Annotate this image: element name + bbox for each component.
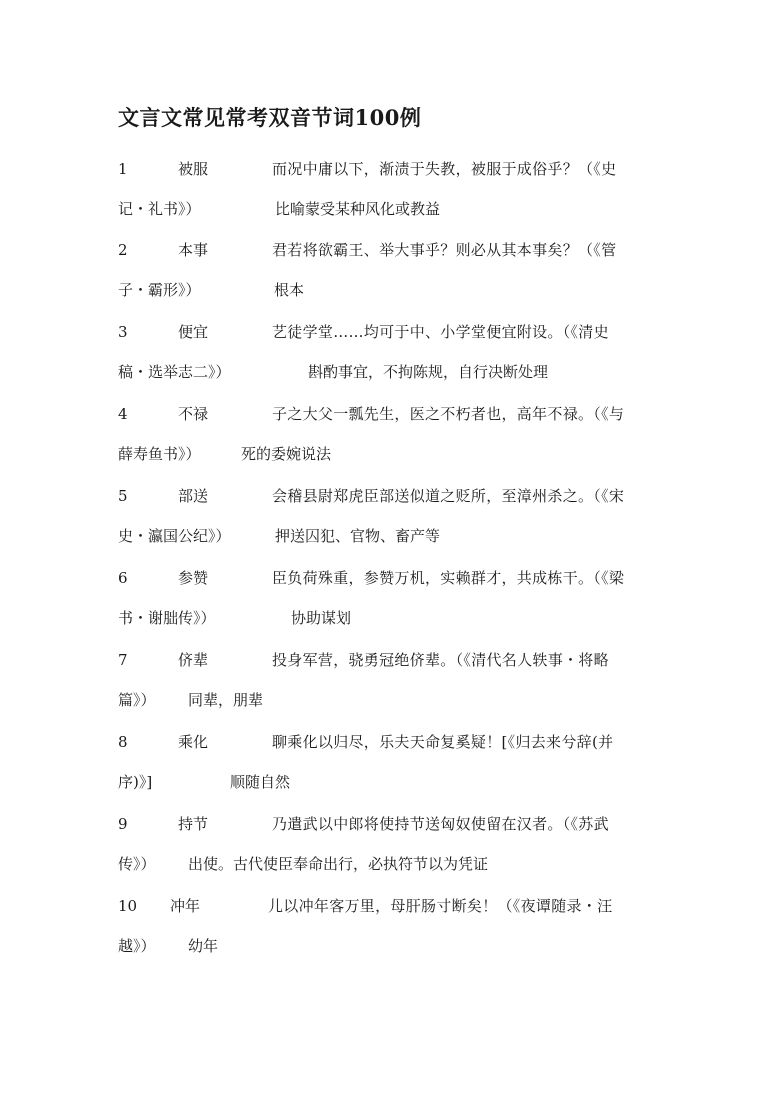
entry-number: 2 (118, 241, 128, 259)
entry-line-1 (118, 402, 663, 442)
entry-meaning: 斟酌事宜，不拘陈规，自行决断处理 (308, 363, 549, 381)
entry-source: 薛寿鱼书》） (118, 445, 201, 463)
entry-source: 篇》） (118, 691, 156, 709)
entry-line-1 (118, 648, 663, 688)
entry-number: 7 (118, 651, 128, 669)
entry-meaning: 根本 (274, 281, 305, 299)
entry-meaning: 顺随自然 (230, 773, 291, 791)
entry-word: 部送 (178, 487, 209, 505)
entry-line-1 (118, 157, 663, 197)
entry-line-1 (118, 566, 663, 606)
entry-word: 冲年 (170, 897, 201, 915)
document-title: 文言文常见常考双音节词100例 (118, 105, 422, 130)
entry-line-2 (118, 278, 663, 318)
entry-meaning: 押送囚犯、官物、畜产等 (275, 527, 441, 545)
entry-number: 1 (118, 160, 128, 178)
entry-quote: 儿以冲年客万里，母肝肠寸断矣！（《夜谭随录・汪 (268, 897, 613, 915)
entry-line-1 (118, 812, 663, 852)
entry-line-2 (118, 934, 663, 974)
entry-source: 稿・选举志二》） (118, 363, 231, 381)
entry-quote: 会稽县尉郑虎臣部送似道之贬所，至漳州杀之。（《宋 (272, 487, 625, 505)
entry-word: 本事 (178, 241, 209, 259)
entry-line-1 (118, 238, 663, 278)
entry-meaning: 死的委婉说法 (241, 445, 332, 463)
entry-quote: 臣负荷殊重，参赞万机，实赖群才，共成栋干。（《梁 (272, 569, 625, 587)
entry-1 (118, 157, 663, 237)
entry-line-2 (118, 688, 663, 728)
entry-source: 书・谢朏传》） (118, 609, 216, 627)
entry-number: 4 (118, 405, 128, 423)
entry-word: 持节 (178, 815, 209, 833)
entry-quote: 而况中庸以下，渐渍于失教，被服于成俗乎？（《史 (272, 160, 617, 178)
entry-quote: 君若将欲霸王、举大事乎？则必从其本事矣？（《管 (272, 241, 617, 259)
entry-source: 传》） (118, 855, 156, 873)
entry-2 (118, 238, 663, 318)
entry-line-2 (118, 852, 663, 892)
entry-number: 3 (118, 323, 128, 341)
entry-number: 8 (118, 733, 128, 751)
entry-meaning: 协助谋划 (291, 609, 352, 627)
entry-number: 6 (118, 569, 128, 587)
entry-quote: 聊乘化以归尽，乐夫天命复奚疑！[《归去来兮辞(并 (272, 733, 614, 751)
entry-line-1 (118, 730, 663, 770)
entry-6 (118, 566, 663, 646)
entry-line-2 (118, 606, 663, 646)
entry-9 (118, 812, 663, 892)
entry-line-1 (118, 320, 663, 360)
entry-8 (118, 730, 663, 810)
entry-5 (118, 484, 663, 564)
entry-quote: 乃遣武以中郎将使持节送匈奴使留在汉者。（《苏武 (272, 815, 609, 833)
entry-line-2 (118, 524, 663, 564)
entry-meaning: 出使。古代使臣奉命出行，必执符节以为凭证 (188, 855, 489, 873)
entry-source: 史・瀛国公纪》） (118, 527, 231, 545)
entry-number: 10 (118, 897, 138, 915)
entry-4 (118, 402, 663, 482)
entry-meaning: 幼年 (188, 937, 219, 955)
entry-quote: 艺徒学堂……均可于中、小学堂便宜附设。（《清史 (272, 323, 609, 341)
entry-number: 5 (118, 487, 128, 505)
entry-word: 不禄 (178, 405, 209, 423)
entry-line-2 (118, 197, 663, 237)
entry-3 (118, 320, 663, 400)
entry-line-1 (118, 894, 663, 934)
entry-word: 乘化 (178, 733, 209, 751)
entry-10 (118, 894, 663, 974)
entry-word: 参赞 (178, 569, 209, 587)
entry-word: 侪辈 (178, 651, 209, 669)
entry-line-1 (118, 484, 663, 524)
entry-word: 被服 (178, 160, 209, 178)
entry-source: 序)》] (118, 773, 153, 791)
entry-word: 便宜 (178, 323, 209, 341)
entry-line-2 (118, 442, 663, 482)
entry-7 (118, 648, 663, 728)
entry-source: 越》） (118, 937, 156, 955)
entry-line-2 (118, 360, 663, 400)
entry-meaning: 比喻蒙受某种风化或教益 (275, 200, 441, 218)
entry-meaning: 同辈，朋辈 (188, 691, 264, 709)
entry-source: 子・霸形》） (118, 281, 201, 299)
entry-line-2 (118, 770, 663, 810)
entry-quote: 投身军营，骁勇冠绝侪辈。（《清代名人轶事・将略 (272, 651, 609, 669)
entry-quote: 子之大父一瓢先生，医之不朽者也，高年不禄。（《与 (272, 405, 625, 423)
entry-source: 记・礼书》） (118, 200, 201, 218)
entry-number: 9 (118, 815, 128, 833)
